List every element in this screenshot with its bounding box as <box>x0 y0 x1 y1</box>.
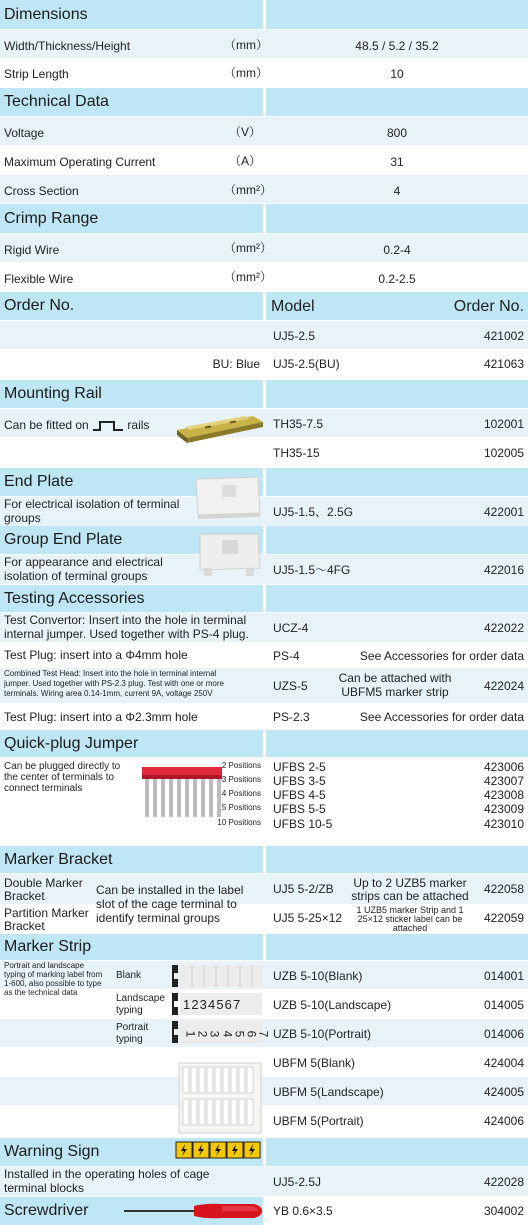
order-cell: 423010 <box>483 817 524 831</box>
section-header-right <box>266 1138 528 1166</box>
endplate-desc: groups <box>4 511 41 525</box>
warning-desc: Installed in the operating holes of cage <box>4 1167 210 1181</box>
section-header-right <box>266 846 528 873</box>
bracket-note: Up to 2 UZB5 marker <box>353 876 467 890</box>
testing-desc: internal jumper. Used together with PS-4 plug. <box>4 627 249 641</box>
digit: 4 <box>220 1030 234 1038</box>
model-cell: PS-2.3 <box>273 710 310 724</box>
section-header-dimensions <box>0 0 263 29</box>
din-rail-profile-icon <box>92 420 124 432</box>
strip-desc: typing of marking label from <box>4 970 103 979</box>
bracket-desc: slot of the cage terminal to <box>96 897 237 911</box>
order-cell: 014001 <box>483 969 524 983</box>
bracket-note: 1 UZB5 marker Strip and 1 <box>356 905 464 915</box>
position-label: 3 Positions <box>221 775 261 784</box>
model-cell: UFBS 2-5 <box>273 760 326 774</box>
strip-desc: as the technical data <box>4 988 78 997</box>
groupend-desc: For appearance and electrical <box>4 555 163 569</box>
strip-type-label: Landscape <box>116 993 165 1004</box>
testing-note: UBFM5 marker strip <box>341 685 449 699</box>
model-cell: YB 0.6×3.5 <box>273 1204 333 1218</box>
bracket-desc: identify terminal groups <box>96 911 221 925</box>
model-cell: UJ5 5-25×12 <box>273 911 343 925</box>
testing-note: Can be attached with <box>338 671 452 685</box>
spec-value: 31 <box>390 155 404 169</box>
jumper-desc: Can be plugged directly to <box>4 761 121 772</box>
section-header-right <box>266 585 528 612</box>
order-cell: See Accessories for order data <box>359 710 524 724</box>
bracket-label: Bracket <box>4 889 45 903</box>
endplate-desc: For electrical isolation of terminal <box>4 497 180 511</box>
order-cell: 423008 <box>483 788 524 802</box>
spec-label: Voltage <box>4 126 45 140</box>
section-header-technical <box>0 88 263 116</box>
end-plate-image <box>192 473 264 519</box>
position-label: 5 Positions <box>221 803 261 812</box>
digit: 1 <box>183 1030 198 1038</box>
spec-label: Flexible Wire <box>4 272 74 286</box>
order-cell: 422022 <box>483 621 524 635</box>
model-cell: TH35-7.5 <box>273 417 324 431</box>
spec-unit: （mm） <box>224 38 268 52</box>
model-cell: UFBS 3-5 <box>273 774 326 788</box>
digit: 6 <box>224 997 232 1012</box>
testing-desc: Combined Test Head: Insert into the hole in terminal internal <box>4 669 217 678</box>
order-cell: 102001 <box>483 417 524 431</box>
order-cell: 304002 <box>483 1204 524 1218</box>
model-cell: UJ5-2.5J <box>273 1175 322 1189</box>
order-cell: 422058 <box>483 882 524 896</box>
model-cell: UZS-5 <box>273 679 308 693</box>
order-cell: 014006 <box>483 1027 524 1041</box>
section-header-right <box>266 204 528 233</box>
landscape-digits <box>183 998 240 1012</box>
testing-desc: Test Convertor: Insert into the hole in terminal <box>4 613 247 627</box>
spec-unit: （mm²） <box>224 270 272 284</box>
section-title: Dimensions <box>4 5 88 23</box>
section-title: End Plate <box>4 473 74 490</box>
section-title: Crimp Range <box>4 209 99 227</box>
order-cell: 423006 <box>483 760 524 774</box>
spec-label: Maximum Operating Current <box>4 155 156 169</box>
model-cell: UJ5 5-2/ZB <box>273 882 334 896</box>
bracket-note: 25×12 sticker label can be <box>357 914 463 924</box>
section-header-right <box>266 0 528 29</box>
section-title: Marker Bracket <box>4 850 113 868</box>
order-cell: See Accessories for order data <box>359 649 524 663</box>
jumper-desc: connect terminals <box>4 783 83 794</box>
model-header: Model <box>271 298 315 315</box>
screwdriver-image <box>122 1200 264 1222</box>
spec-unit: （A） <box>229 154 262 168</box>
model-cell: UFBS 10-5 <box>273 817 333 831</box>
portrait-digits <box>183 1023 271 1045</box>
section-header-testing <box>0 585 263 612</box>
order-cell: 421063 <box>483 357 524 371</box>
spec-label: Width/Thickness/Height <box>4 39 131 53</box>
spec-value: 800 <box>386 126 408 140</box>
model-cell: UJ5-1.5～4FG <box>273 563 351 577</box>
position-label: 4 Positions <box>221 789 261 798</box>
bracket-note: strips can be attached <box>351 889 469 903</box>
spec-label: Rigid Wire <box>4 243 60 257</box>
strip-desc: 1-600, also possible to type <box>4 979 102 988</box>
warning-desc: terminal blocks <box>4 1181 85 1195</box>
order-cell: 422016 <box>483 563 524 577</box>
model-cell: UZB 5-10(Portrait) <box>273 1027 372 1041</box>
digit: 6 <box>244 1030 259 1038</box>
order-cell: 424005 <box>483 1085 524 1099</box>
strip-desc: Portrait and landscape <box>4 961 85 970</box>
section-title: Group End Plate <box>4 531 123 548</box>
bracket-desc: Can be installed in the label <box>96 883 244 897</box>
order-cell: 424006 <box>483 1114 524 1128</box>
model-cell: UBFM 5(Landscape) <box>273 1085 384 1099</box>
digit: 5 <box>232 1030 247 1038</box>
strip-type-label: typing <box>116 1005 143 1016</box>
mounting-desc <box>4 418 149 432</box>
spec-label: Cross Section <box>4 184 79 198</box>
testing-desc: jumper. Used together with PS-2.3 plug. Test with one or more <box>4 679 224 688</box>
order-number-header: Order No. <box>453 298 524 315</box>
model-cell: UJ5-1.5、2.5G <box>273 505 354 519</box>
section-title: Order No. <box>4 297 75 314</box>
model-cell: UZB 5-10(Blank) <box>273 969 363 983</box>
order-cell: 014005 <box>483 998 524 1012</box>
group-end-plate-image <box>196 530 266 578</box>
bracket-label: Bracket <box>4 919 45 933</box>
spec-value: 4 <box>393 184 401 198</box>
order-cell: 422059 <box>483 911 524 925</box>
order-cell: 423009 <box>483 802 524 816</box>
model-cell: UCZ-4 <box>273 621 309 635</box>
digit: 1 <box>183 997 191 1012</box>
digit: 2 <box>195 1030 210 1038</box>
order-cell: 421002 <box>483 329 524 343</box>
spec-unit: （mm） <box>224 66 268 80</box>
mounting-desc-text: Can be fitted on <box>4 418 89 432</box>
digit: 4 <box>207 997 216 1012</box>
warning-sign-strip-icon <box>175 1141 263 1159</box>
section-title: Testing Accessories <box>4 589 145 607</box>
marker-sheet-image <box>178 1062 262 1134</box>
digit: 7 <box>232 997 241 1012</box>
digit: 3 <box>199 997 207 1012</box>
section-title: Mounting Rail <box>4 385 102 402</box>
section-header-order <box>0 292 263 320</box>
color-note: BU: Blue <box>212 357 260 371</box>
section-title: Warning Sign <box>4 1143 100 1160</box>
strip-type-label: Portrait <box>116 1022 149 1033</box>
section-title: Quick-plug Jumper <box>4 734 139 752</box>
order-cell: 423007 <box>483 774 524 788</box>
spec-value: 48.5 / 5.2 / 35.2 <box>355 39 439 53</box>
section-header-right <box>266 468 528 496</box>
mounting-desc-text: rails <box>127 418 150 432</box>
section-header-right <box>266 88 528 116</box>
spec-label: Strip Length <box>4 67 69 81</box>
model-cell: TH35-15 <box>273 446 320 460</box>
section-header-mounting <box>0 380 263 408</box>
model-cell: UJ5-2.5 <box>273 329 316 343</box>
groupend-desc: isolation of terminal groups <box>4 569 148 583</box>
position-label: 10 Positions <box>217 818 261 827</box>
bracket-label: Double Marker <box>4 876 83 890</box>
spec-unit: （V） <box>229 125 262 139</box>
model-cell: PS-4 <box>273 649 300 663</box>
din-rail-image <box>175 412 265 444</box>
model-cell: UJ5-2.5(BU) <box>273 357 340 371</box>
spec-unit: （mm²） <box>224 241 272 255</box>
section-header-strip <box>0 934 263 960</box>
model-cell: UBFM 5(Portrait) <box>273 1114 364 1128</box>
section-header-bracket <box>0 846 263 873</box>
section-header-right <box>266 934 528 960</box>
section-header-right <box>266 730 528 757</box>
order-cell: 102005 <box>483 446 524 460</box>
order-cell: 424004 <box>483 1056 524 1070</box>
model-cell: UFBS 5-5 <box>273 802 326 816</box>
section-header-right <box>266 380 528 408</box>
spec-value: 0.2-4 <box>383 243 411 257</box>
order-cell: 422024 <box>483 679 524 693</box>
testing-desc: Test Plug: insert into a Φ4mm hole <box>4 648 188 662</box>
model-cell: UFBS 4-5 <box>273 788 326 802</box>
digit: 5 <box>216 997 224 1012</box>
spec-value: 0.2-2.5 <box>378 272 416 286</box>
bracket-label: Partition Marker <box>4 906 89 920</box>
digit: 7 <box>256 1030 271 1038</box>
digit: 3 <box>207 1030 222 1038</box>
model-cell: UZB 5-10(Landscape) <box>273 998 392 1012</box>
spec-unit: （mm²） <box>224 183 272 197</box>
section-header-right <box>266 526 528 554</box>
section-title: Screwdriver <box>4 1202 89 1219</box>
section-header-jumper <box>0 730 263 757</box>
testing-desc: terminals. Wiring area 0.14-1mm, current 9A, voltage 250V <box>4 689 213 698</box>
digit: 2 <box>191 997 199 1012</box>
position-label: 2 Positions <box>221 761 261 770</box>
section-title: Technical Data <box>4 93 109 110</box>
spec-value: 10 <box>390 67 404 81</box>
section-header-crimp <box>0 204 263 233</box>
model-cell: UBFM 5(Blank) <box>273 1056 356 1070</box>
order-cell: 422001 <box>483 505 524 519</box>
bracket-note: attached <box>392 923 428 933</box>
section-title: Marker Strip <box>4 938 92 955</box>
jumper-desc: the center of terminals to <box>4 772 115 783</box>
testing-desc: Test Plug: insert into a Φ2.3mm hole <box>4 710 198 724</box>
strip-type-label: Blank <box>116 970 142 981</box>
strip-type-label: typing <box>116 1034 143 1045</box>
order-cell: 422028 <box>483 1175 524 1189</box>
